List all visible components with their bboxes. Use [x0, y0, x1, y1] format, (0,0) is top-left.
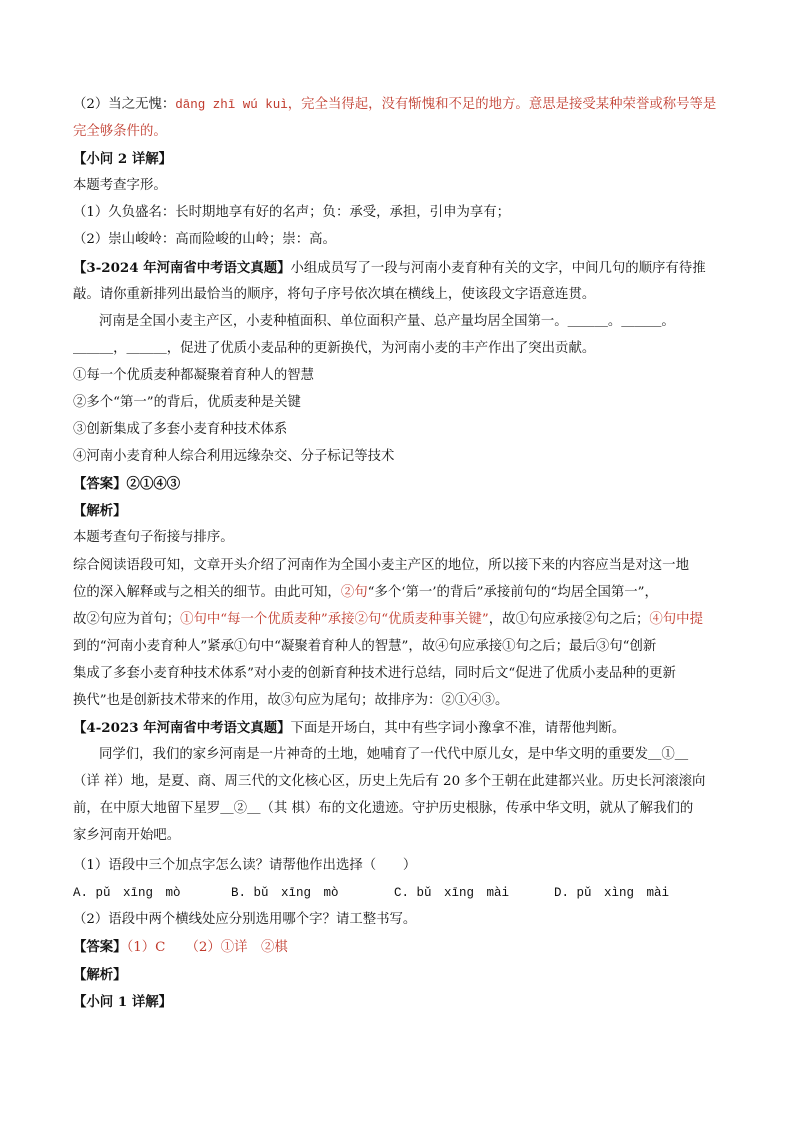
- text-span: 故②句应为首句；: [73, 612, 181, 627]
- text-line: [73, 96, 724, 114]
- question-text: 下面是开场白，其中有些字词小豫拿不准，请帮他判断。: [290, 721, 626, 736]
- blank-1: ＿①＿: [648, 747, 689, 762]
- term-label: （2）当之无愧：: [73, 97, 176, 112]
- text-line: 完全够条件的。: [73, 124, 167, 139]
- answer-line: 【答案】②①④③: [73, 476, 181, 492]
- question-title: 【3-2024 年河南省中考语文真题】: [73, 260, 291, 276]
- text-span: 同学们，我们的家乡河南是一片神奇的土地，她哺育了一代代中原儿女，是中华文明的重要发: [99, 747, 649, 762]
- text-span: 前，在中原大地留下星罗: [73, 801, 221, 816]
- sub-question: （1）语段中三个加点字怎么读？请帮他作出选择（ ）: [73, 858, 417, 873]
- text-line: 综合阅读语段可知，文章开头介绍了河南作为全国小麦主产区的地位，所以接下来的内容应当是对这一地: [73, 558, 689, 573]
- text-span: ，故①句应承接②句之后；: [488, 612, 650, 627]
- answer-line: [73, 938, 724, 957]
- question-header: [73, 719, 724, 738]
- blank-2: ＿②＿: [220, 801, 261, 816]
- section-heading: 【小问 1 详解】: [73, 994, 172, 1010]
- question-text: 小组成员写了一段与河南小麦育种有关的文字，中间几句的顺序有待推: [290, 261, 706, 276]
- text-line: 敲。请你重新排列出最恰当的顺序，将句子序号依次填在横线上，使该段文字语意连贯。: [73, 287, 596, 302]
- options-row: [73, 884, 724, 902]
- text-span: 位的深入解释或与之相关的细节。由此可知，: [73, 585, 341, 600]
- highlight-span: ①句中“每一个优质麦种”承接②句“优质麦种事关键”: [180, 612, 489, 627]
- pinyin: dāng zhī wú kuì: [175, 98, 288, 112]
- highlight-span: ②句: [340, 585, 368, 600]
- question-title: 【4-2023 年河南省中考语文真题】: [73, 720, 291, 736]
- text-line: 换代”也是创新技术带来的作用，故③句应为尾句；故排序为：②①④③。: [73, 693, 509, 708]
- answer-label: 【答案】: [73, 939, 127, 955]
- paragraph-line: [99, 746, 724, 764]
- paragraph-line: （详 祥）地，是夏、商、周三代的文化核心区，历史上先后有 20 多个王朝在此建都兴业。历史长河滚滚向: [73, 774, 706, 789]
- question-header: [73, 259, 724, 278]
- text-line: 本题考查句子衔接与排序。: [73, 530, 234, 545]
- choice-item: ③创新集成了多套小麦育种技术体系: [73, 422, 288, 437]
- text-line: （1）久负盛名：长时期地享有好的名声；负：承受，承担，引申为享有；: [73, 205, 511, 220]
- option-b: B. bǔ xīng mò: [231, 886, 339, 900]
- option-c: C. bǔ xīng mài: [394, 886, 510, 900]
- paragraph-line: 河南是全国小麦主产区，小麦种植面积、单位面积产量、总产量均居全国第一。＿＿＿。＿＿＿。: [99, 314, 675, 329]
- text-span: （其 棋）布的文化遗迹。守护历史根脉，传承中华文明，就从了解我们的: [260, 801, 694, 816]
- answer-text: （1）C （2）①详: [126, 940, 261, 955]
- analysis-heading: 【解析】: [73, 967, 127, 983]
- choice-item: ④河南小麦育种人综合利用远缘杂交、分子标记等技术: [73, 449, 395, 464]
- choice-item: ①每一个优质麦种都凝聚着育种人的智慧: [73, 368, 315, 383]
- text-line: 集成了多套小麦育种技术体系”对小麦的创新育种技术进行总结，同时后文“促进了优质小麦品种的更新: [73, 666, 676, 681]
- text-line: [73, 584, 724, 602]
- option-d: D. pǔ xìng mài: [554, 886, 670, 900]
- text-line: 到的“河南小麦育种人”紧承①句中“凝聚着育种人的智慧”，故④句应承接①句之后；最后③句“创新: [73, 639, 657, 654]
- highlight-span: ④句中提: [649, 612, 703, 627]
- choice-item: ②多个“第一”的背后，优质麦种是关键: [73, 395, 301, 410]
- answer-text: ②棋: [260, 940, 288, 955]
- definition-text: ，完全当得起，没有惭愧和不足的地方。意思是接受某种荣誉或称号等是: [287, 97, 717, 112]
- analysis-heading: 【解析】: [73, 503, 127, 519]
- paragraph-line: 家乡河南开始吧。: [73, 828, 181, 843]
- text-line: [73, 611, 724, 629]
- paragraph-line: ＿＿＿，＿＿＿，促进了优质小麦品种的更新换代，为河南小麦的丰产作出了突出贡献。: [73, 341, 596, 356]
- text-line: 本题考查字形。: [73, 178, 167, 193]
- paragraph-line: [73, 800, 724, 818]
- option-a: A. pǔ xīng mò: [73, 886, 181, 900]
- text-span: “多个‘第一’的背后”承接前句的“均居全国第一”，: [367, 585, 658, 600]
- sub-question: （2）语段中两个横线处应分别选用哪个字？请工整书写。: [73, 912, 417, 927]
- text-line: （2）崇山峻岭：高而险峻的山岭；崇：高。: [73, 232, 336, 247]
- section-heading: 【小问 2 详解】: [73, 151, 172, 167]
